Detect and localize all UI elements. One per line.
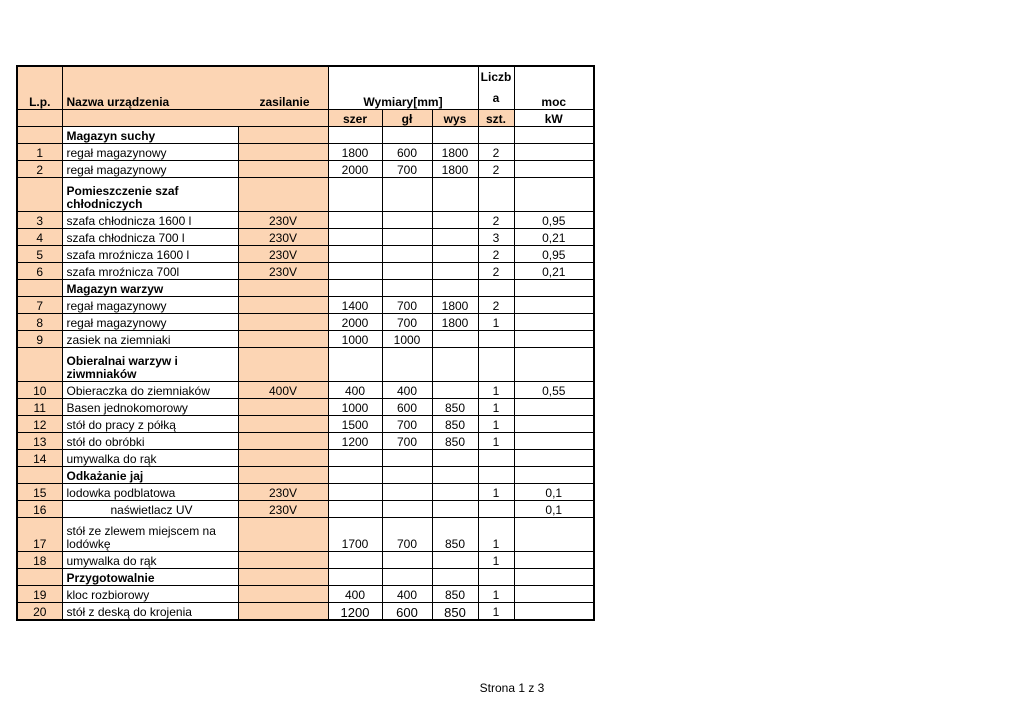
szer-cell: 400 (328, 586, 382, 603)
gl-cell: 700 (382, 433, 432, 450)
szer-cell (328, 501, 382, 518)
gl-cell: 400 (382, 382, 432, 399)
supply-cell (238, 586, 328, 603)
supply-cell (238, 552, 328, 569)
header-height: wys (432, 110, 478, 127)
lp-cell (17, 280, 62, 297)
gl-cell: 400 (382, 586, 432, 603)
gl-cell (382, 450, 432, 467)
supply-cell (238, 450, 328, 467)
item-name: regał magazynowy (62, 297, 238, 314)
wys-cell: 1800 (432, 144, 478, 161)
szer-cell: 1700 (328, 518, 382, 552)
szer-cell: 1800 (328, 144, 382, 161)
gl-cell: 700 (382, 297, 432, 314)
power-cell (514, 127, 594, 144)
item-name: kloc rozbiorowy (62, 586, 238, 603)
power-cell (514, 603, 594, 621)
item-name: lodowka podblatowa (62, 484, 238, 501)
supply-cell (238, 518, 328, 552)
count-cell (478, 280, 514, 297)
szer-cell (328, 569, 382, 586)
wys-cell (432, 127, 478, 144)
section-title: Odkażanie jaj (62, 467, 238, 484)
item-name: regał magazynowy (62, 144, 238, 161)
szer-cell (328, 450, 382, 467)
lp-cell: 12 (17, 416, 62, 433)
power-cell (514, 161, 594, 178)
gl-cell (382, 229, 432, 246)
wys-cell (432, 246, 478, 263)
szer-cell (328, 212, 382, 229)
szer-cell (328, 467, 382, 484)
equipment-table (16, 65, 595, 621)
count-cell (478, 467, 514, 484)
szer-cell (328, 348, 382, 382)
wys-cell: 850 (432, 433, 478, 450)
power-cell: 0,1 (514, 484, 594, 501)
supply-cell (238, 331, 328, 348)
header-count: Liczb a (478, 66, 514, 110)
lp-cell: 6 (17, 263, 62, 280)
lp-cell: 8 (17, 314, 62, 331)
supply-cell (238, 314, 328, 331)
table-row (17, 603, 594, 621)
supply-cell: 230V (238, 212, 328, 229)
table-row (17, 586, 594, 603)
count-cell: 2 (478, 297, 514, 314)
supply-cell (238, 399, 328, 416)
count-cell (478, 331, 514, 348)
szer-cell (328, 280, 382, 297)
item-name: umywalka do rąk (62, 450, 238, 467)
section-row (17, 569, 594, 586)
table-row (17, 229, 594, 246)
lp-cell (17, 467, 62, 484)
item-name: regał magazynowy (62, 161, 238, 178)
header-empty-name (62, 110, 238, 127)
section-title: Magazyn suchy (62, 127, 238, 144)
power-cell (514, 144, 594, 161)
gl-cell: 600 (382, 603, 432, 621)
header-supply: zasilanie (238, 66, 328, 110)
lp-cell: 16 (17, 501, 62, 518)
gl-cell (382, 263, 432, 280)
count-cell: 3 (478, 229, 514, 246)
supply-cell (238, 280, 328, 297)
count-cell (478, 178, 514, 212)
supply-cell: 230V (238, 246, 328, 263)
wys-cell (432, 212, 478, 229)
wys-cell: 1800 (432, 161, 478, 178)
count-cell: 2 (478, 161, 514, 178)
table-row (17, 484, 594, 501)
count-cell (478, 569, 514, 586)
lp-cell: 14 (17, 450, 62, 467)
wys-cell (432, 178, 478, 212)
header-power: moc (514, 66, 594, 110)
lp-cell: 4 (17, 229, 62, 246)
count-cell: 1 (478, 484, 514, 501)
table-row (17, 416, 594, 433)
supply-cell: 230V (238, 263, 328, 280)
section-row (17, 178, 594, 212)
supply-cell (238, 297, 328, 314)
count-cell (478, 501, 514, 518)
wys-cell: 1800 (432, 297, 478, 314)
lp-cell (17, 348, 62, 382)
count-cell: 1 (478, 382, 514, 399)
table-row (17, 212, 594, 229)
section-title: Przygotowalnie (62, 569, 238, 586)
header-dimensions: Wymiary[mm] (328, 66, 478, 110)
power-cell: 0,95 (514, 212, 594, 229)
szer-cell: 1000 (328, 399, 382, 416)
supply-cell (238, 144, 328, 161)
wys-cell (432, 450, 478, 467)
wys-cell (432, 569, 478, 586)
item-name: szafa chłodnicza 1600 l (62, 212, 238, 229)
gl-cell (382, 212, 432, 229)
lp-cell: 7 (17, 297, 62, 314)
gl-cell: 700 (382, 518, 432, 552)
count-cell (478, 348, 514, 382)
power-cell: 0,95 (514, 246, 594, 263)
supply-cell: 230V (238, 229, 328, 246)
power-cell: 0,21 (514, 229, 594, 246)
power-cell (514, 314, 594, 331)
lp-cell: 20 (17, 603, 62, 621)
power-cell (514, 433, 594, 450)
szer-cell: 1000 (328, 331, 382, 348)
wys-cell: 850 (432, 603, 478, 621)
supply-cell (238, 569, 328, 586)
count-cell: 1 (478, 586, 514, 603)
supply-cell (238, 348, 328, 382)
lp-cell: 18 (17, 552, 62, 569)
table-row (17, 161, 594, 178)
header-name: Nazwa urządzenia (62, 66, 238, 110)
table-row (17, 450, 594, 467)
wys-cell: 850 (432, 416, 478, 433)
supply-cell (238, 161, 328, 178)
lp-cell: 1 (17, 144, 62, 161)
section-title: Pomieszczenie szaf chłodniczych (62, 178, 238, 212)
page-number: Strona 1 z 3 (479, 681, 545, 695)
gl-cell (382, 467, 432, 484)
table-row (17, 246, 594, 263)
wys-cell (432, 263, 478, 280)
szer-cell (328, 263, 382, 280)
szer-cell (328, 127, 382, 144)
table-row (17, 552, 594, 569)
szer-cell: 1400 (328, 297, 382, 314)
item-name: zasiek na ziemniaki (62, 331, 238, 348)
power-cell (514, 518, 594, 552)
item-name: szafa chłodnicza 700 l (62, 229, 238, 246)
section-row (17, 127, 594, 144)
wys-cell (432, 552, 478, 569)
power-cell (514, 586, 594, 603)
section-row (17, 280, 594, 297)
supply-cell: 230V (238, 501, 328, 518)
table-row (17, 382, 594, 399)
item-name: stół z deską do krojenia (62, 603, 238, 621)
lp-cell (17, 127, 62, 144)
header-count-unit: szt. (478, 110, 514, 127)
count-cell: 1 (478, 314, 514, 331)
section-row (17, 467, 594, 484)
power-cell (514, 467, 594, 484)
header-row-1 (17, 66, 594, 110)
szer-cell: 1500 (328, 416, 382, 433)
power-cell (514, 552, 594, 569)
wys-cell: 850 (432, 586, 478, 603)
gl-cell (382, 552, 432, 569)
gl-cell: 600 (382, 144, 432, 161)
gl-cell: 700 (382, 161, 432, 178)
header-row-2 (17, 110, 594, 127)
count-cell: 1 (478, 518, 514, 552)
power-cell (514, 450, 594, 467)
gl-cell (382, 484, 432, 501)
supply-cell (238, 603, 328, 621)
wys-cell (432, 280, 478, 297)
table-row (17, 518, 594, 552)
table-row (17, 144, 594, 161)
power-cell (514, 348, 594, 382)
gl-cell: 1000 (382, 331, 432, 348)
header-empty-lp (17, 110, 62, 127)
lp-cell: 19 (17, 586, 62, 603)
wys-cell (432, 348, 478, 382)
section-row (17, 348, 594, 382)
wys-cell (432, 484, 478, 501)
wys-cell (432, 229, 478, 246)
gl-cell (382, 246, 432, 263)
header-lp: L.p. (17, 66, 62, 110)
table-row (17, 399, 594, 416)
section-title: Magazyn warzyw (62, 280, 238, 297)
wys-cell: 1800 (432, 314, 478, 331)
supply-cell (238, 127, 328, 144)
item-name: Basen jednokomorowy (62, 399, 238, 416)
lp-cell: 5 (17, 246, 62, 263)
supply-cell: 230V (238, 484, 328, 501)
szer-cell (328, 484, 382, 501)
wys-cell (432, 467, 478, 484)
power-cell: 0,55 (514, 382, 594, 399)
szer-cell: 1200 (328, 433, 382, 450)
gl-cell (382, 178, 432, 212)
gl-cell (382, 569, 432, 586)
count-cell: 2 (478, 212, 514, 229)
lp-cell: 11 (17, 399, 62, 416)
count-cell: 1 (478, 416, 514, 433)
table-row (17, 263, 594, 280)
item-name: szafa mroźnicza 700l (62, 263, 238, 280)
count-cell (478, 127, 514, 144)
power-cell (514, 178, 594, 212)
szer-cell (328, 178, 382, 212)
table-row (17, 314, 594, 331)
header-depth: gł (382, 110, 432, 127)
item-name: Obieraczka do ziemniaków (62, 382, 238, 399)
header-power-unit: kW (514, 110, 594, 127)
count-cell: 2 (478, 246, 514, 263)
power-cell (514, 416, 594, 433)
gl-cell (382, 348, 432, 382)
power-cell (514, 297, 594, 314)
item-name: umywalka do rąk (62, 552, 238, 569)
count-cell: 2 (478, 144, 514, 161)
gl-cell: 700 (382, 314, 432, 331)
count-cell: 1 (478, 433, 514, 450)
wys-cell (432, 501, 478, 518)
count-cell: 1 (478, 552, 514, 569)
lp-cell: 3 (17, 212, 62, 229)
count-cell: 1 (478, 603, 514, 621)
gl-cell (382, 127, 432, 144)
item-name: szafa mroźnicza 1600 l (62, 246, 238, 263)
wys-cell: 850 (432, 399, 478, 416)
szer-cell: 1200 (328, 603, 382, 621)
table-row (17, 501, 594, 518)
lp-cell: 15 (17, 484, 62, 501)
szer-cell: 2000 (328, 314, 382, 331)
lp-cell: 13 (17, 433, 62, 450)
count-cell: 1 (478, 399, 514, 416)
power-cell (514, 569, 594, 586)
section-title: Obieralnai warzyw i ziwmniaków (62, 348, 238, 382)
power-cell (514, 280, 594, 297)
power-cell: 0,1 (514, 501, 594, 518)
supply-cell (238, 467, 328, 484)
lp-cell: 10 (17, 382, 62, 399)
count-cell: 2 (478, 263, 514, 280)
item-name: naświetlacz UV (62, 501, 238, 518)
gl-cell: 700 (382, 416, 432, 433)
szer-cell (328, 552, 382, 569)
supply-cell (238, 178, 328, 212)
wys-cell: 850 (432, 518, 478, 552)
power-cell (514, 399, 594, 416)
count-cell (478, 450, 514, 467)
header-width: szer (328, 110, 382, 127)
item-name: regał magazynowy (62, 314, 238, 331)
lp-cell (17, 178, 62, 212)
lp-cell (17, 569, 62, 586)
table-row (17, 331, 594, 348)
lp-cell: 17 (17, 518, 62, 552)
wys-cell (432, 331, 478, 348)
power-cell (514, 331, 594, 348)
gl-cell (382, 501, 432, 518)
supply-cell: 400V (238, 382, 328, 399)
lp-cell: 9 (17, 331, 62, 348)
wys-cell (432, 382, 478, 399)
szer-cell: 2000 (328, 161, 382, 178)
item-name: stół do pracy z półką (62, 416, 238, 433)
gl-cell: 600 (382, 399, 432, 416)
lp-cell: 2 (17, 161, 62, 178)
table-row (17, 433, 594, 450)
szer-cell (328, 229, 382, 246)
supply-cell (238, 433, 328, 450)
item-name: stół do obróbki (62, 433, 238, 450)
header-empty-supply (238, 110, 328, 127)
supply-cell (238, 416, 328, 433)
szer-cell: 400 (328, 382, 382, 399)
gl-cell (382, 280, 432, 297)
item-name: stół ze zlewem miejscem na lodówkę (62, 518, 238, 552)
table-row (17, 297, 594, 314)
szer-cell (328, 246, 382, 263)
power-cell: 0,21 (514, 263, 594, 280)
